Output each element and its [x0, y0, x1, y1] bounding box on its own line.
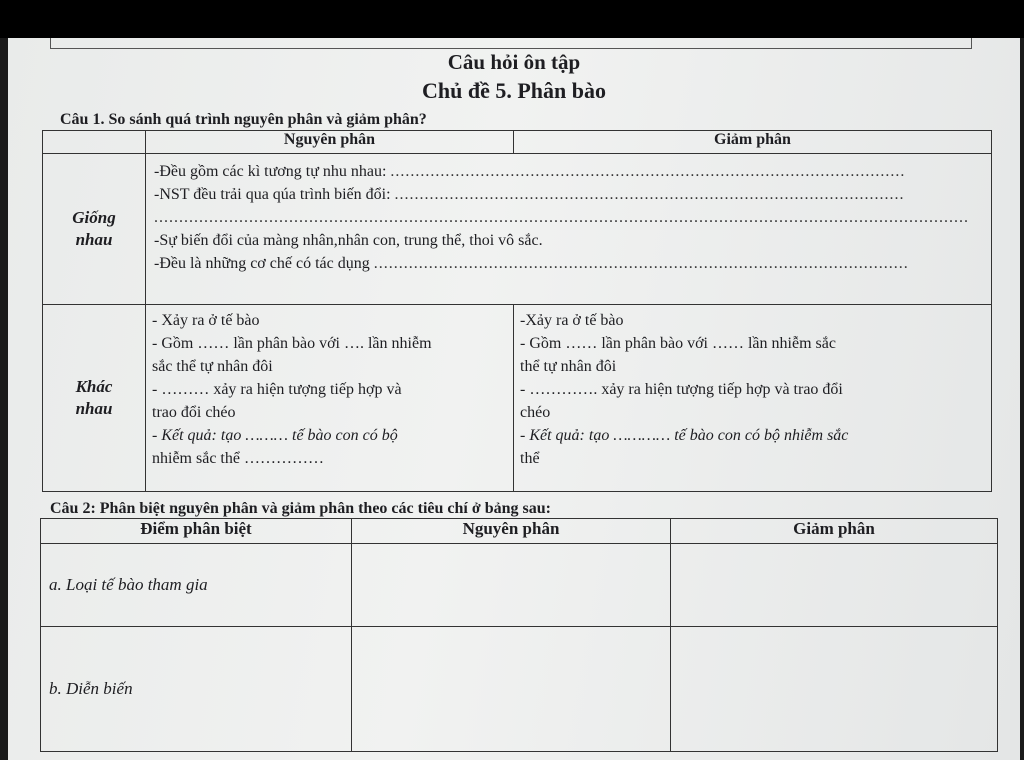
- giong-line: -Sự biến đổi của màng nhân,nhân con, trung thể, thoi vô sắc.: [154, 232, 543, 249]
- header-nguyen-phan-2: Nguyên phân: [352, 519, 671, 544]
- giong-line: ...................................................................................................................................................................: [154, 209, 969, 226]
- header-box: [50, 38, 972, 49]
- criteria-row-b: [41, 627, 998, 752]
- page-title: Câu hỏi ôn tập: [447, 50, 581, 74]
- giong-line: -Đều gồm các kì tương tự nhu nhau: .......................................................................................................: [154, 163, 906, 180]
- header-giam-phan: Giảm phân: [514, 131, 992, 154]
- giong-line: -NST đều trải qua qúa trình biến đổi: ......................................................................................................: [154, 186, 905, 203]
- khac-giam-phan-cell: -Xảy ra ở tế bào - Gồm …… lần phân bào với …… lần nhiễm sắc thể tự nhân đôi - …………. xảy ra hiện tượng tiếp hợp và trao đổi chéo - Kết quả: tạo ………… tế bào con có bộ nhiễm sắc thể: [514, 305, 992, 492]
- answer-cell-b-nguyen-phan[interactable]: [352, 627, 671, 752]
- corner-cell: [43, 131, 146, 154]
- row-khac-nhau: [43, 305, 992, 492]
- criterion-b-label: b. Diễn biến: [41, 627, 352, 752]
- question-2-label: Câu 2: Phân biệt nguyên phân và giảm phân theo các tiêu chí ở bảng sau:: [50, 500, 551, 517]
- row-giong-nhau: [43, 154, 992, 305]
- answer-cell-a-giam-phan[interactable]: [671, 544, 998, 627]
- header-nguyen-phan: Nguyên phân: [146, 131, 514, 154]
- criterion-a-label: a. Loại tế bào tham gia: [41, 544, 352, 627]
- table-header-row: [43, 131, 992, 154]
- giong-line: -Đều là những cơ chế có tác dụng ...........................................................................................................: [154, 255, 909, 272]
- criteria-row-a: [41, 544, 998, 627]
- answer-cell-a-nguyen-phan[interactable]: [352, 544, 671, 627]
- page-subtitle: Chủ đề 5. Phân bào: [421, 78, 606, 103]
- criteria-header-row: [41, 519, 998, 544]
- header-diem-phan-biet: Điểm phân biệt: [41, 519, 352, 544]
- top-black-bar: [0, 0, 1024, 38]
- question-1-label: Câu 1. So sánh quá trình nguyên phân và giảm phân?: [60, 111, 427, 128]
- row-label-khac-nhau: Khác nhau: [43, 305, 146, 492]
- worksheet-page: [8, 38, 1020, 760]
- answer-cell-b-giam-phan[interactable]: [671, 627, 998, 752]
- row-label-giong-nhau: Giống nhau: [43, 154, 146, 305]
- criteria-table: [40, 518, 998, 752]
- khac-nguyen-phan-cell: - Xảy ra ở tế bào - Gồm …… lần phân bào với …. lần nhiễm sắc thể tự nhân đôi - ……… xảy ra hiện tượng tiếp hợp và trao đổi chéo - Kết quả: tạo ……… tế bào con có bộ nhiễm sắc thể ……………: [146, 305, 514, 492]
- comparison-table: [42, 130, 992, 492]
- giong-nhau-cell: [146, 154, 992, 305]
- header-giam-phan-2: Giảm phân: [671, 519, 998, 544]
